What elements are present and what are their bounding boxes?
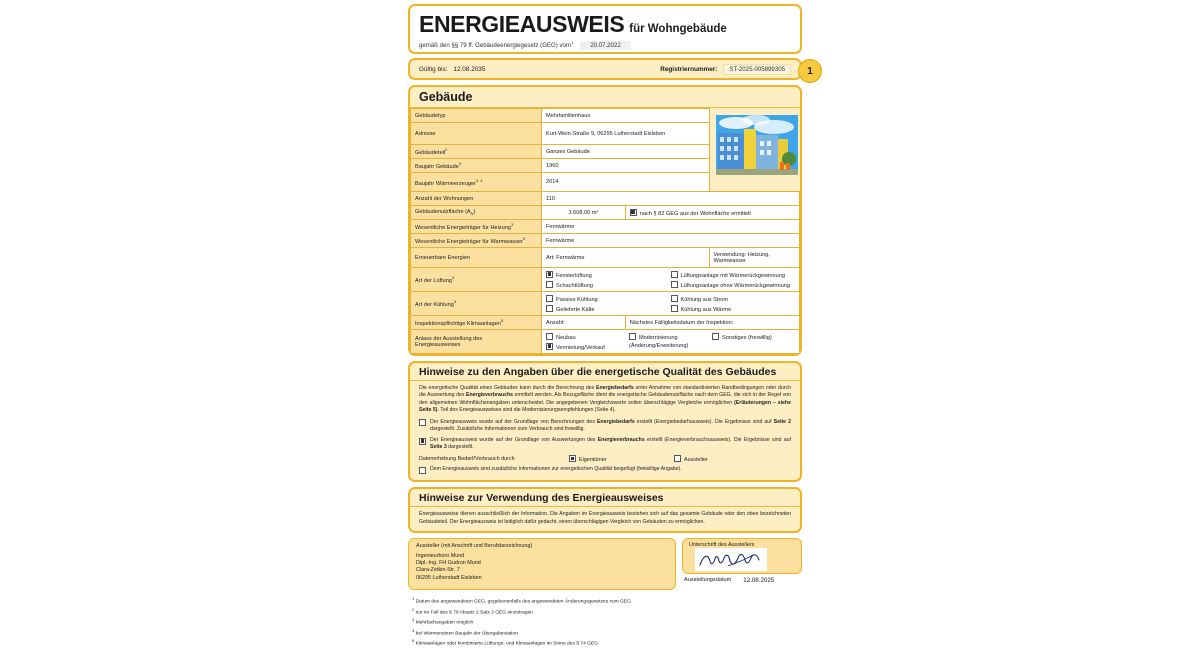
registration-number-label: Registriernummer:	[660, 65, 718, 73]
label-text: Wesentliche Energieträger für Heizung	[415, 224, 511, 231]
signature-box	[682, 538, 802, 574]
table-row	[411, 206, 800, 220]
para-bold: Seite 3	[430, 444, 447, 451]
table-row	[411, 248, 800, 268]
option-label: Aussteller	[684, 457, 708, 464]
row-label-nutzflaeche	[411, 206, 542, 220]
para-part: dargestellt.	[446, 444, 474, 451]
checkbox-aussteller[interactable]	[674, 455, 681, 462]
kuehlung-option-strom[interactable]	[671, 295, 796, 303]
checkbox-vermietung-verkauf[interactable]	[546, 343, 553, 350]
para-bold: Seite 2	[773, 418, 791, 425]
quality-option-verbrauch[interactable]	[410, 436, 800, 452]
lueftung-options-row2	[546, 281, 795, 289]
footnote-marker: 5	[500, 318, 504, 324]
issue-date-label: Ausstellungsdatum	[684, 577, 732, 584]
registration-number-value: ST-2025-005899305	[723, 64, 791, 75]
label-text: Gebäudenutzfläche (A	[415, 208, 471, 215]
usage-section-title: Hinweise zur Verwendung des Energieausweises	[410, 489, 800, 507]
anlass-option-neubau[interactable]	[546, 333, 629, 341]
data-collection-row	[410, 452, 800, 465]
quality-option-bedarf[interactable]	[410, 418, 800, 434]
table-row	[411, 234, 800, 248]
label-text: Art der Lüftung	[415, 277, 453, 284]
building-section	[408, 85, 802, 356]
label-text-line1: Anlass der Ausstellung des	[415, 335, 483, 342]
row-value-anlass	[542, 330, 800, 354]
checkbox-zusatzinformationen[interactable]	[419, 467, 426, 474]
option-label: Kühlung aus Wärme	[680, 306, 732, 313]
row-label-erneuerbare	[411, 248, 542, 268]
page-number-badge: 1	[798, 59, 822, 83]
law-footnote-marker: 1	[570, 40, 574, 45]
option-label: Sonstiges (freiwillig)	[722, 334, 772, 341]
quality-option-zusatzinfo[interactable]	[410, 465, 800, 480]
valid-until-label: Gültig bis:	[419, 65, 448, 73]
footnote-text: Mehrfachangaben möglich	[415, 620, 474, 626]
checkbox-lueftungsanlage-mit-wrg[interactable]	[671, 271, 678, 278]
label-text: Wesentliche Energieträger für Warmwasser	[415, 238, 523, 245]
option-label: Schachtlüftung	[556, 282, 594, 289]
option-text	[430, 419, 791, 433]
row-value-nutzflaeche: 3.608,00 m²	[542, 206, 626, 220]
footnotes-block	[408, 590, 802, 648]
checkbox-kuehlung-aus-waerme[interactable]	[671, 305, 678, 312]
footnote-number: 2	[412, 606, 415, 612]
lueftung-option-schachtlueftung[interactable]	[546, 281, 671, 289]
option-label: Vermietung/Verkauf	[556, 344, 605, 351]
option-text	[430, 437, 791, 451]
usage-paragraph: Energieausweise dienen ausschließlich der Information. Die Angaben im Energieausweis beziehen sich auf das gesamte Gebäude oder den oben bezeichneten Gebäudeteil. Der Energieausweis ist lediglich dafür gedacht, einen überschlägigen Vergleich von Gebäuden zu ermöglichen.	[419, 511, 791, 525]
footnote-item	[412, 595, 798, 606]
data-collection-option-aussteller[interactable]	[674, 455, 708, 463]
footnote-marker: 3	[522, 236, 526, 242]
option-label: (Änderung/Erweiterung)	[629, 342, 689, 349]
footnote-number: 1	[412, 595, 415, 601]
anlass-option-vermietung[interactable]	[546, 343, 629, 351]
checkbox-sonstiges[interactable]	[712, 333, 719, 340]
law-date: 20.07.2022	[580, 41, 631, 50]
para-part: erstellt (Energieverbrauchsausweis). Die Ergebnisse sind auf	[644, 437, 791, 444]
option-label: Neubau	[556, 334, 576, 341]
table-row	[411, 330, 800, 354]
para-bold: (Erläuterungen – siehe Seite 5)	[419, 399, 791, 414]
page-subtitle: für Wohngebäude	[629, 23, 727, 35]
footnote-marker: 2	[445, 147, 448, 153]
label-text: Baujahr Wärmeerzeuger	[415, 180, 476, 187]
nutzflaeche-method	[625, 206, 799, 220]
building-section-title: Gebäude	[410, 87, 800, 108]
lueftung-option-mit-wrg[interactable]	[671, 271, 796, 279]
footnote-marker: 3	[453, 299, 457, 305]
footnote-marker: 3, 4	[475, 177, 483, 183]
anlass-spacer	[712, 343, 795, 351]
label-text: Adresse	[415, 130, 436, 137]
lueftung-options-row1	[546, 271, 795, 279]
document-title-block	[408, 4, 802, 54]
row-label-kuehlung	[411, 292, 542, 316]
signature-canvas	[695, 548, 767, 571]
label-text: Art der Kühlung	[415, 301, 454, 308]
kuehlung-options-row2	[546, 305, 795, 313]
row-value-baujahr-gebaeude: 1960	[542, 159, 710, 173]
photo-spacer	[709, 173, 800, 192]
footnote-marker: 3	[458, 161, 462, 167]
footnote-marker: 3	[452, 275, 455, 281]
kuehlung-option-waerme[interactable]	[671, 305, 796, 313]
issuer-line-4: 06295 Lutherstadt Eisleben	[416, 574, 482, 581]
signature-section	[682, 538, 802, 590]
row-value-erneuerbare-art: Art: Fernwärme	[542, 248, 710, 268]
checkbox-energieverbrauchsausweis[interactable]	[419, 438, 426, 445]
issue-date-value: 12.08.2025	[743, 576, 775, 584]
usage-section	[408, 487, 802, 533]
option-label: Gelieferte Kälte	[556, 306, 595, 313]
row-value-gebaeudetyp: Mehrfamilienhaus	[542, 109, 710, 123]
issue-date-row	[682, 577, 802, 584]
anlass-option-aenderung-note	[629, 343, 712, 351]
anlass-options-row1	[546, 333, 795, 341]
checkbox-neubau[interactable]	[546, 333, 553, 340]
checkbox-cell	[419, 437, 430, 451]
para-part: Die energetische Qualität eines Gebäudes kann durch die Berechnung des	[419, 385, 596, 391]
issuer-label: Aussteller (mit Anschrift und Berufsbezeichnung)	[416, 542, 533, 549]
label-text: Gebäudetyp	[415, 112, 446, 119]
footnote-item	[412, 606, 798, 617]
energieausweis-page	[408, 4, 813, 648]
table-row	[411, 292, 800, 316]
footnote-text: nur im Fall des § 79 Absatz 2 Satz 2 GEG einzutragen	[415, 610, 534, 616]
issuer-details-box	[408, 538, 676, 590]
row-value-lueftung	[542, 268, 800, 292]
issuer-section	[408, 538, 802, 590]
row-label-baujahr-gebaeude	[411, 159, 542, 173]
row-value-gebaeudeteil: Ganzes Gebäude	[542, 145, 710, 159]
label-subscript: N	[470, 211, 474, 217]
row-label-klimaanlagen	[411, 316, 542, 330]
checkbox-cell	[419, 419, 430, 433]
row-value-energietraeger-heizung: Fernwärme	[542, 220, 800, 234]
footnote-item	[412, 627, 798, 638]
table-row	[411, 192, 800, 206]
para-part: dargestellt. Zusätzliche Informationen zum Verbrauch sind freiwillig.	[430, 425, 585, 432]
checkbox-nach-82-geg[interactable]	[630, 209, 637, 216]
klima-anzahl-label: Anzahl:	[546, 319, 565, 326]
law-text: gemäß den §§ 79 ff. Gebäudeenergiegesetz (GEG) vom	[419, 42, 571, 50]
registration-number-group	[660, 64, 791, 75]
valid-until-date: 12.08.2035	[453, 65, 486, 73]
para-part: unter Annahme von standardisierten Randbedingungen oder durch die Auswertung des	[419, 385, 791, 399]
checkbox-gelieferte-kaelte[interactable]	[546, 305, 553, 312]
row-value-erneuerbare-verwendung: Verwendung: Heizung, Warmwasser	[709, 248, 800, 268]
table-row	[411, 268, 800, 292]
kuehlung-options-row1	[546, 295, 795, 303]
option-label: Modernisierung	[639, 334, 678, 341]
para-part: erstellt (Energiebedarfsausweis). Die Ergebnisse sind auf	[634, 418, 774, 425]
quality-intro-paragraph	[410, 381, 800, 418]
para-part: Der Energieausweis wurde auf der Grundlage von Auswertungen des	[430, 437, 598, 444]
checkbox-cell	[419, 466, 430, 476]
checkbox-modernisierung[interactable]	[629, 333, 636, 340]
label-text: Gebäudeteil	[415, 149, 446, 156]
checkbox-fensterlueftung[interactable]	[546, 271, 553, 278]
anlass-option-sonstiges[interactable]	[712, 333, 795, 341]
footnote-text: bei Wärmenetzen Baujahr der Übergabestation	[415, 631, 518, 637]
building-photo	[716, 115, 798, 175]
quality-section-title: Hinweise zu den Angaben über die energetische Qualität des Gebäudes	[410, 363, 800, 381]
footnote-number: 4	[412, 627, 415, 633]
checkbox-kuehlung-aus-strom[interactable]	[671, 295, 678, 302]
para-part: . Teil des Energieausweises sind die Modernisierungsempfehlungen (Seite 4).	[437, 407, 616, 414]
checkbox-label: nach § 82 GEG aus der Wohnfläche ermittelt	[639, 210, 751, 217]
row-label-gebaeudeteil	[411, 145, 542, 159]
row-value-baujahr-waermeerzeuger: 2014	[542, 173, 710, 192]
data-collection-option-eigentuemer[interactable]	[569, 455, 674, 463]
para-part: Der Energieausweis wurde auf der Grundlage von Berechnungen des	[430, 418, 597, 425]
option-label: Lüftungsanlage ohne Wärmerückgewinnung	[680, 282, 790, 289]
row-label-lueftung	[411, 268, 542, 292]
row-value-anzahl-wohnungen: 110	[542, 192, 800, 206]
checkbox-lueftungsanlage-ohne-wrg[interactable]	[671, 281, 678, 288]
label-text: Erneuerbare Energien	[415, 254, 471, 261]
title-line	[419, 12, 791, 37]
table-row	[411, 316, 800, 330]
law-reference	[419, 40, 791, 49]
footnote-number: 5	[412, 638, 415, 644]
kuehlung-option-passiv[interactable]	[546, 295, 671, 303]
row-value-adresse: Kurt-Wein-Straße 9, 06295 Lutherstadt Eisleben	[542, 123, 710, 145]
para-bold: Energiebedarfs	[596, 418, 635, 425]
footnote-number: 3	[412, 617, 415, 623]
issuer-line-3: Clara-Zetkin-Str. 7	[416, 567, 460, 574]
quality-section	[408, 361, 802, 482]
lueftung-option-fensterlueftung[interactable]	[546, 271, 671, 279]
row-label-gebaeudetyp	[411, 109, 542, 123]
label-text: Anzahl der Wohnungen	[415, 195, 474, 202]
label-text-line2: Energieausweises	[415, 341, 461, 348]
row-label-anzahl-wohnungen	[411, 192, 542, 206]
issuer-line-1: Ingenieurbüro Mund	[416, 552, 465, 559]
option-label: Fensterlüftung	[556, 272, 592, 279]
anlass-options-row2	[546, 343, 795, 351]
footnote-item	[412, 616, 798, 627]
checkbox-eigentuemer[interactable]	[569, 455, 576, 462]
footnote-text: Klimaanlagen oder kombinierte Lüftungs- und Klimaanlagen im Sinne des § 74 GEG	[415, 642, 599, 648]
para-bold: Energieverbrauchs	[597, 437, 645, 444]
label-text: Baujahr Gebäude	[415, 163, 459, 170]
checkbox-energiebedarfsausweis[interactable]	[419, 419, 426, 426]
data-collection-label: Datenerhebung Bedarf/Verbrauch durch	[419, 456, 515, 463]
kuehlung-option-gelieferte-kaelte[interactable]	[546, 305, 671, 313]
checkbox-schachtlueftung[interactable]	[546, 281, 553, 288]
issuer-line-2: Dipl.-Ing. FH Gudrun Mund	[416, 560, 481, 567]
row-value-kuehlung	[542, 292, 800, 316]
footnote-marker: 3	[510, 222, 514, 228]
row-label-anlass	[411, 330, 542, 354]
footnote-text: Datum des angewandeten GEG, gegebenenfalls des angewendeten Änderungsgesetzes zum GEG	[415, 599, 631, 605]
para-bold: Energiebedarfs	[595, 385, 634, 391]
footnote-item	[412, 637, 798, 648]
anlass-option-modernisierung[interactable]	[629, 333, 712, 341]
option-label: Kühlung aus Strom	[680, 296, 729, 303]
label-text-end: )	[473, 208, 476, 215]
registration-bar	[408, 58, 813, 80]
klima-anzahl-field[interactable]	[542, 316, 626, 330]
row-label-baujahr-waermeerzeuger	[411, 173, 542, 192]
label-text: Inspektionspflichtige Klimaanlagen	[415, 320, 501, 327]
option-label: Eigentümer	[579, 457, 607, 464]
row-label-energietraeger-heizung	[411, 220, 542, 234]
checkbox-passive-kuehlung[interactable]	[546, 295, 553, 302]
para-bold: Energieverbrauchs	[466, 392, 514, 399]
option-label: Lüftungsanlage mit Wärmerückgewinnung	[680, 272, 785, 279]
page-title: ENERGIEAUSWEIS	[419, 11, 625, 37]
row-value-energietraeger-warmwasser: Fernwärme	[542, 234, 800, 248]
row-label-energietraeger-warmwasser	[411, 234, 542, 248]
para-part: ermittelt werden. Als Bezugsfläche dient die energetische Gebäudenutzfläche nach dem GEG, die sich in der Regel von den allgemeinen Wohnflächenangaben unterscheidet. Die angegebenen Vergleichswerte sollen überschlägige Vergleiche ermöglichen	[419, 392, 792, 406]
klima-next-field[interactable]	[625, 316, 799, 330]
table-row	[411, 173, 800, 192]
klima-next-label: Nächstes Fälligkeitsdatum der Inspektion:	[629, 319, 734, 326]
option-label: Passive Kühlung	[556, 296, 598, 303]
option-text: Dem Energieausweis sind zusätzliche Informationen zur energetischen Qualität beigefügt (freiwillige Angabe).	[430, 466, 682, 473]
lueftung-option-ohne-wrg[interactable]	[671, 281, 796, 289]
signature-label: Unterschrift des Ausstellers	[689, 541, 755, 548]
table-row	[411, 220, 800, 234]
issuer-address	[416, 553, 668, 582]
row-label-adresse	[411, 123, 542, 145]
